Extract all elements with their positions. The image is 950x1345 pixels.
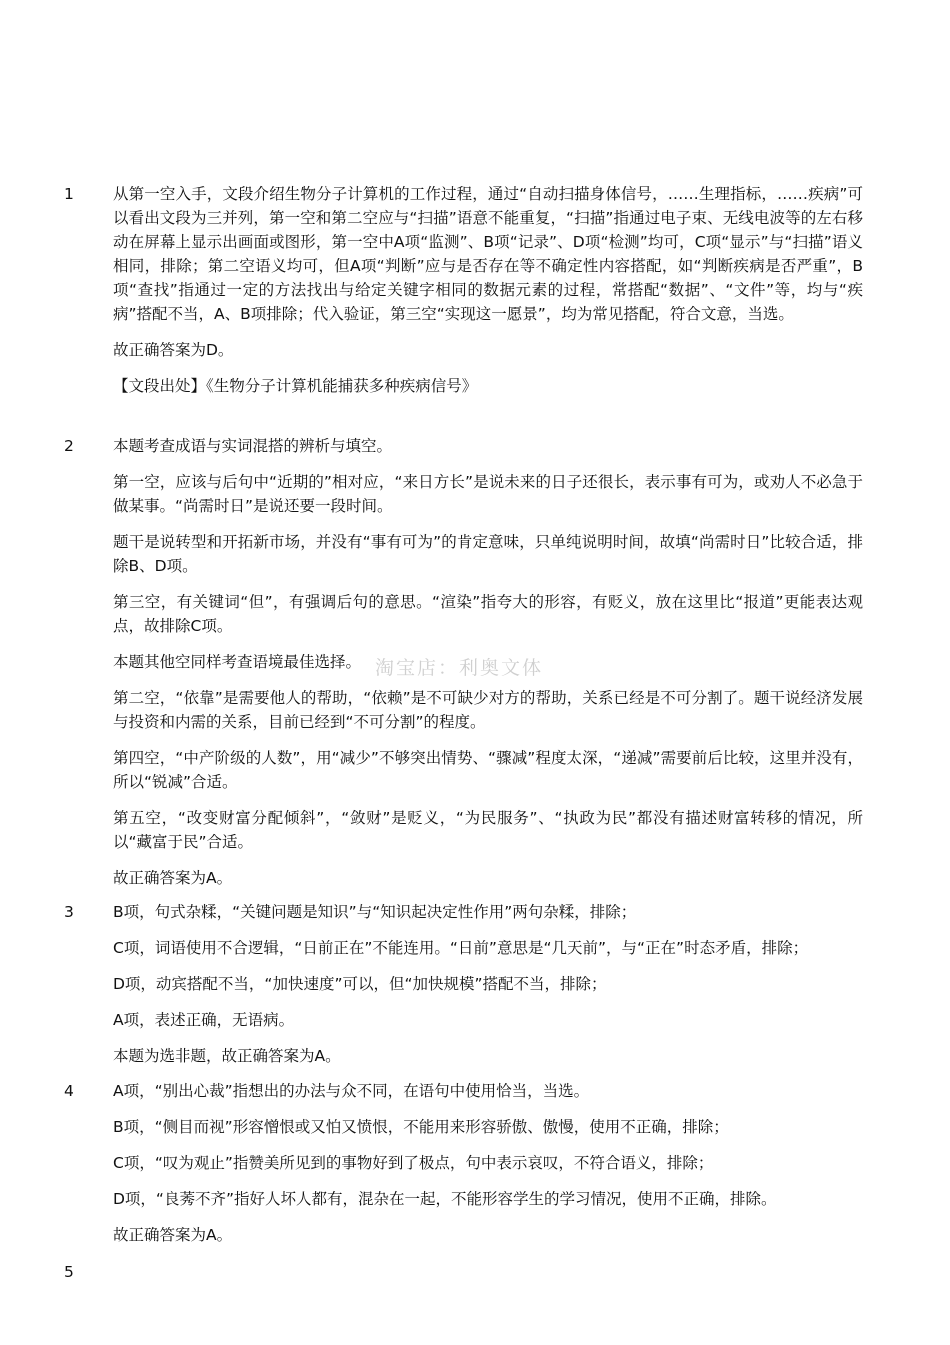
item-paragraph: D项，动宾搭配不当，“加快速度”可以，但“加快规模”搭配不当，排除； (113, 975, 607, 993)
item-paragraph: 第四空，“中产阶级的人数”，用“减少”不够突出情势、“骤减”程度太深，“递减”需要前后比较，这里并没有，所以“锐减”合适。 (113, 749, 863, 791)
item-paragraph: 故正确答案为D。 (113, 341, 234, 359)
item-paragraph: 故正确答案为A。 (113, 1226, 233, 1244)
answer-item-4 (0, 1079, 950, 1259)
item-paragraph: A项，“别出心裁”指想出的办法与众不同，在语句中使用恰当，当选。 (113, 1082, 590, 1100)
item-paragraph: A项，表述正确，无语病。 (113, 1011, 295, 1029)
item-paragraph: 第二空，“依靠”是需要他人的帮助，“依赖”是不可缺少对方的帮助，关系已经是不可分割了。题干说经济发展与投资和内需的关系，目前已经到“不可分割”的程度。 (113, 689, 863, 731)
item-paragraph: C项，“叹为观止”指赞美所见到的事物好到了极点，句中表示哀叹，不符合语义，排除； (113, 1154, 714, 1172)
item-paragraph: 题干是说转型和开拓新市场，并没有“事有可为”的肯定意味，只单纯说明时间，故填“尚需时日”比较合适，排除B、D项。 (113, 533, 863, 575)
watermark-text: 淘宝店：利奥文体 (375, 657, 544, 679)
item-paragraph: D项，“良莠不齐”指好人坏人都有，混杂在一起，不能形容学生的学习情况，使用不正确，排除。 (113, 1190, 777, 1208)
answer-item-1 (0, 182, 950, 410)
item-paragraph: 本题为选非题，故正确答案为A。 (113, 1047, 341, 1065)
answer-item-3 (0, 900, 950, 1080)
item-paragraph: 故正确答案为A。 (113, 869, 233, 887)
item-paragraph: 本题考查成语与实词混搭的辨析与填空。 (113, 437, 393, 455)
item-paragraph: 本题其他空同样考查语境最佳选择。 (113, 653, 362, 671)
item-number: 1 (64, 185, 74, 203)
item-paragraph: 第五空，“改变财富分配倾斜”，“敛财”是贬义，“为民服务”、“执政为民”都没有描述财富转移的情况，所以“藏富于民”合适。 (113, 809, 863, 851)
item-number: 5 (64, 1263, 74, 1281)
item-paragraph: 第一空，应该与后句中“近期的”相对应，“来日方长”是说未来的日子还很长，表示事有可为，或劝人不必急于做某事。“尚需时日”是说还要一段时间。 (113, 473, 863, 515)
item-number: 2 (64, 437, 74, 455)
item-number: 3 (64, 903, 74, 921)
item-paragraph: 【文段出处】《生物分子计算机能捕获多种疾病信号》 (113, 377, 478, 395)
item-paragraph: B项，“侧目而视”形容憎恨或又怕又愤恨，不能用来形容骄傲、傲慢，使用不正确，排除； (113, 1118, 729, 1136)
item-paragraph: 从第一空入手，文段介绍生物分子计算机的工作过程，通过“自动扫描身体信号，……生理指标，……疾病”可以看出文段为三并列，第一空和第二空应与“扫描”语意不能重复，“扫描”指通过电子束、无线电波等的左右移动在屏幕上显示出画面或图形，第一空中A项“监测”、B项“记录”、D项“检测”均可，C项“显示”与“扫描”语义相同，排除；第二空语义均可，但A项“判断”应与是否存在等不确定性内容搭配，如“判断疾病是否严重”，B项“查找”指通过一定的方法找出与给定关键字相同的数据元素的过程，常搭配“数据”、“文件”等，均与“疾病”搭配不当，A、B项排除；代入验证，第三空“实现这一愿景”，均为常见搭配，符合文意，当选。 (113, 185, 863, 323)
item-number: 4 (64, 1082, 74, 1100)
item-paragraph: C项，词语使用不合逻辑，“日前正在”不能连用。“日前”意思是“几天前”，与“正在”时态矛盾，排除； (113, 939, 809, 957)
item-paragraph: 第三空，有关键词“但”，有强调后句的意思。“渲染”指夸大的形容，有贬义，放在这里比“报道”更能表达观点，故排除C项。 (113, 593, 863, 635)
item-paragraph: B项，句式杂糅，“关键问题是知识”与“知识起决定性作用”两句杂糅，排除； (113, 903, 637, 921)
